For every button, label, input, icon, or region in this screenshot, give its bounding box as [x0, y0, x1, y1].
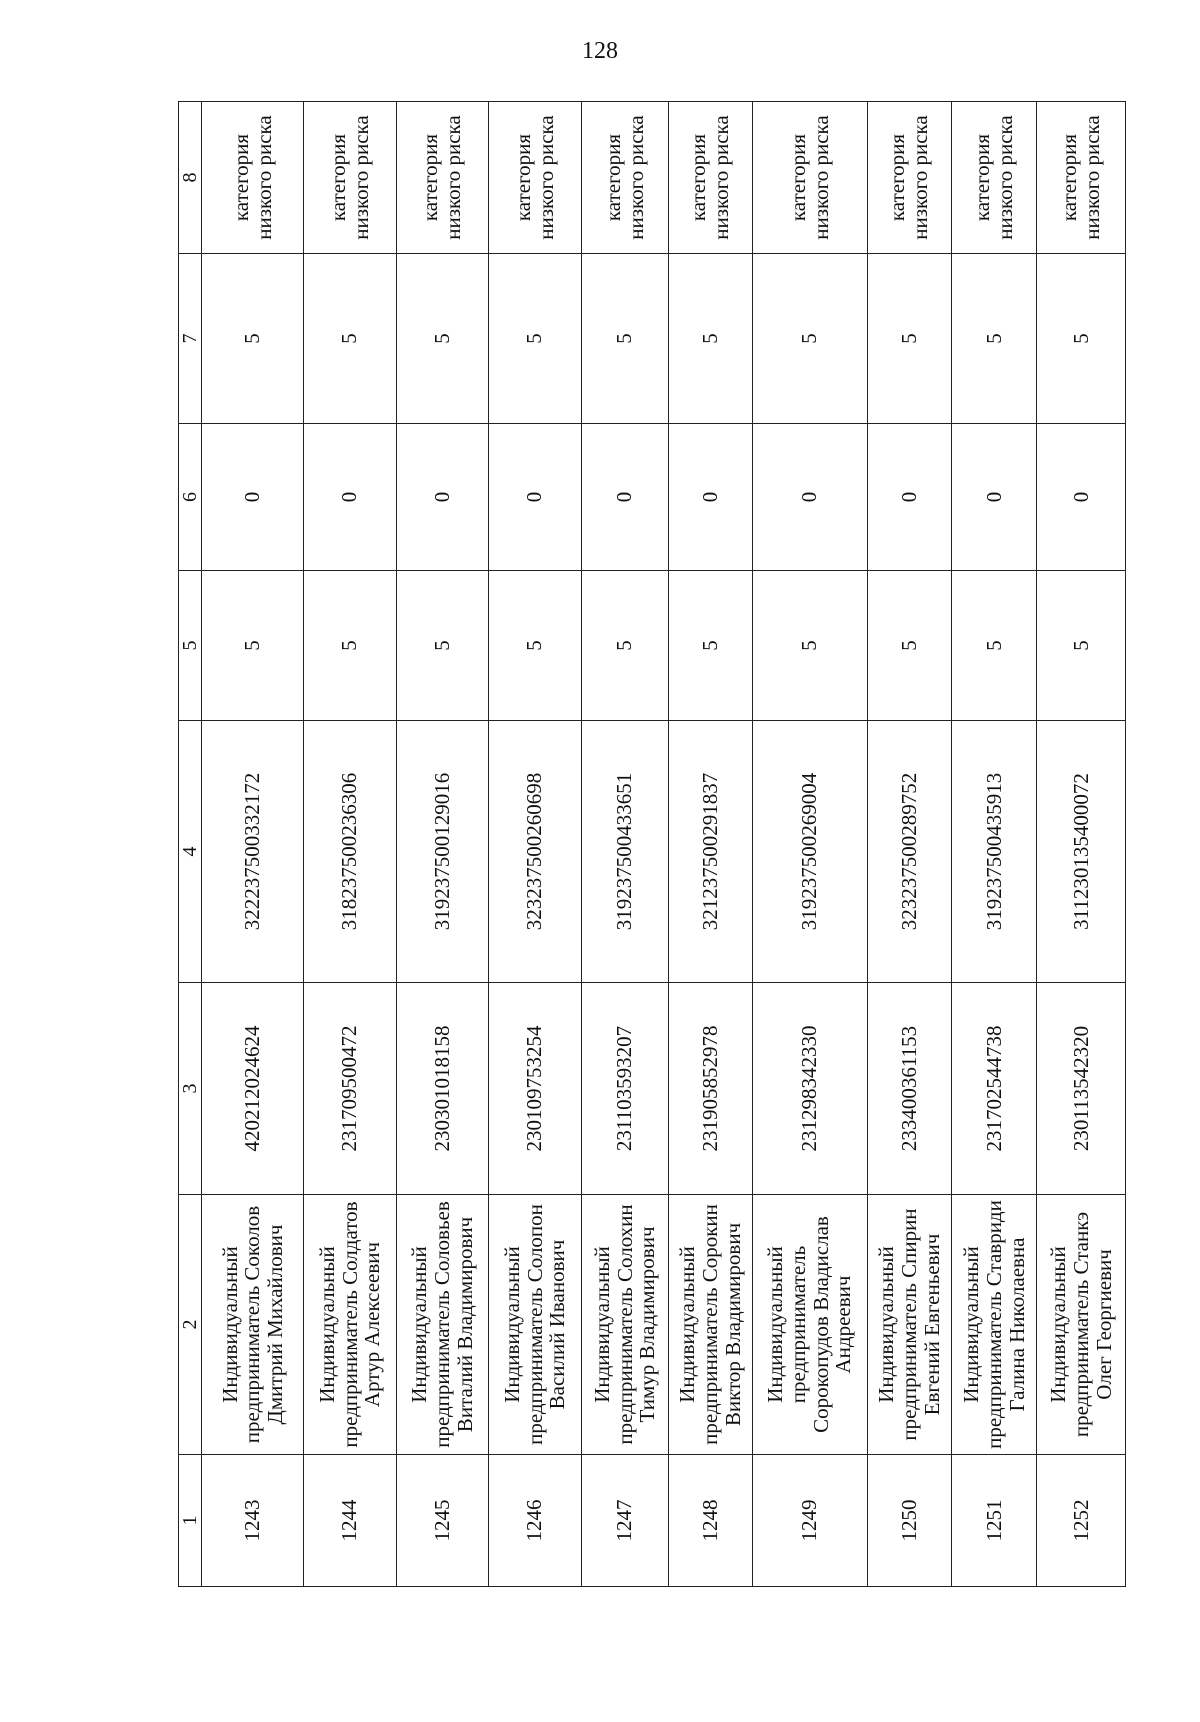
- table-body: [179, 102, 1126, 1587]
- column-7-cell: 5: [952, 254, 1037, 424]
- page-number: 128: [582, 38, 618, 64]
- column-7-cell: 5: [202, 254, 304, 424]
- registry-table: [178, 101, 1126, 1587]
- header-cell: 5: [179, 571, 202, 721]
- column-7-cell: 5: [489, 254, 582, 424]
- ogrnip-cell: 319237500129016: [396, 721, 489, 983]
- entrepreneur-name: Индивидуальный предприниматель Солдатов Артур Алексеевич: [304, 1195, 397, 1455]
- table-row: [1037, 102, 1126, 1587]
- risk-category-cell: категория низкого риска: [304, 102, 397, 254]
- row-number: 1248: [669, 1455, 752, 1587]
- entrepreneur-name: Индивидуальный предприниматель Соловьев Виталий Владимирович: [396, 1195, 489, 1455]
- entrepreneur-name: Индивидуальный предприниматель Солопон Василий Иванович: [489, 1195, 582, 1455]
- column-5-cell: 5: [396, 571, 489, 721]
- column-7-cell: 5: [867, 254, 951, 424]
- table-row: [752, 102, 867, 1587]
- inn-cell: 231298342330: [752, 983, 867, 1195]
- row-number: 1244: [304, 1455, 397, 1587]
- ogrnip-cell: 319237500433651: [581, 721, 668, 983]
- column-7-cell: 5: [669, 254, 752, 424]
- header-cell: 8: [179, 102, 202, 254]
- column-6-cell: 0: [752, 424, 867, 571]
- column-5-cell: 5: [304, 571, 397, 721]
- row-number: 1249: [752, 1455, 867, 1587]
- row-number: 1250: [867, 1455, 951, 1587]
- risk-category-cell: категория низкого риска: [202, 102, 304, 254]
- table-row: [581, 102, 668, 1587]
- column-6-cell: 0: [202, 424, 304, 571]
- header-row: [179, 102, 202, 1587]
- risk-category-cell: категория низкого риска: [396, 102, 489, 254]
- entrepreneur-name: Индивидуальный предприниматель Солохин Тимур Владимирович: [581, 1195, 668, 1455]
- column-5-cell: 5: [202, 571, 304, 721]
- entrepreneur-name: Индивидуальный предприниматель Станкэ Олег Георгиевич: [1037, 1195, 1126, 1455]
- ogrnip-cell: 321237500291837: [669, 721, 752, 983]
- column-6-cell: 0: [952, 424, 1037, 571]
- inn-cell: 231709500472: [304, 983, 397, 1195]
- inn-cell: 231905852978: [669, 983, 752, 1195]
- column-7-cell: 5: [304, 254, 397, 424]
- row-number: 1247: [581, 1455, 668, 1587]
- column-6-cell: 0: [669, 424, 752, 571]
- column-7-cell: 5: [396, 254, 489, 424]
- inn-cell: 231103593207: [581, 983, 668, 1195]
- header-cell: 3: [179, 983, 202, 1195]
- row-number: 1245: [396, 1455, 489, 1587]
- row-number: 1251: [952, 1455, 1037, 1587]
- table-row: [952, 102, 1037, 1587]
- entrepreneur-name: Индивидуальный предприниматель Сорокопудов Владислав Андреевич: [752, 1195, 867, 1455]
- entrepreneur-name: Индивидуальный предприниматель Соколов Дмитрий Михайлович: [202, 1195, 304, 1455]
- ogrnip-cell: 323237500260698: [489, 721, 582, 983]
- ogrnip-cell: 319237500435913: [952, 721, 1037, 983]
- risk-category-cell: категория низкого риска: [489, 102, 582, 254]
- table-row: [489, 102, 582, 1587]
- column-5-cell: 5: [1037, 571, 1126, 721]
- column-6-cell: 0: [1037, 424, 1126, 571]
- column-5-cell: 5: [581, 571, 668, 721]
- header-cell: 6: [179, 424, 202, 571]
- inn-cell: 230109753254: [489, 983, 582, 1195]
- table-row: [867, 102, 951, 1587]
- column-5-cell: 5: [489, 571, 582, 721]
- entrepreneur-name: Индивидуальный предприниматель Сорокин Виктор Владимирович: [669, 1195, 752, 1455]
- column-5-cell: 5: [952, 571, 1037, 721]
- inn-cell: 420212024624: [202, 983, 304, 1195]
- column-5-cell: 5: [669, 571, 752, 721]
- header-cell: 7: [179, 254, 202, 424]
- inn-cell: 233400361153: [867, 983, 951, 1195]
- risk-category-cell: категория низкого риска: [669, 102, 752, 254]
- ogrnip-cell: 319237500269004: [752, 721, 867, 983]
- table-row: [202, 102, 304, 1587]
- ogrnip-cell: 311230135400072: [1037, 721, 1126, 983]
- risk-category-cell: категория низкого риска: [581, 102, 668, 254]
- column-5-cell: 5: [867, 571, 951, 721]
- ogrnip-cell: 323237500289752: [867, 721, 951, 983]
- inn-cell: 230113542320: [1037, 983, 1126, 1195]
- column-6-cell: 0: [581, 424, 668, 571]
- column-6-cell: 0: [304, 424, 397, 571]
- risk-category-cell: категория низкого риска: [1037, 102, 1126, 254]
- risk-category-cell: категория низкого риска: [952, 102, 1037, 254]
- inn-cell: 231702544738: [952, 983, 1037, 1195]
- header-cell: 2: [179, 1195, 202, 1455]
- ogrnip-cell: 318237500236306: [304, 721, 397, 983]
- table-row: [669, 102, 752, 1587]
- row-number: 1252: [1037, 1455, 1126, 1587]
- risk-category-cell: категория низкого риска: [752, 102, 867, 254]
- row-number: 1246: [489, 1455, 582, 1587]
- row-number: 1243: [202, 1455, 304, 1587]
- header-cell: 1: [179, 1455, 202, 1587]
- column-5-cell: 5: [752, 571, 867, 721]
- entrepreneur-name: Индивидуальный предприниматель Ставриди Галина Николаевна: [952, 1195, 1037, 1455]
- table-row: [396, 102, 489, 1587]
- ogrnip-cell: 322237500332172: [202, 721, 304, 983]
- table-row: [304, 102, 397, 1587]
- column-7-cell: 5: [752, 254, 867, 424]
- header-cell: 4: [179, 721, 202, 983]
- entrepreneur-name: Индивидуальный предприниматель Спирин Евгений Евгеньевич: [867, 1195, 951, 1455]
- column-6-cell: 0: [489, 424, 582, 571]
- rotated-table-container: [178, 102, 1126, 1587]
- column-6-cell: 0: [396, 424, 489, 571]
- column-7-cell: 5: [1037, 254, 1126, 424]
- column-7-cell: 5: [581, 254, 668, 424]
- risk-category-cell: категория низкого риска: [867, 102, 951, 254]
- column-6-cell: 0: [867, 424, 951, 571]
- inn-cell: 230301018158: [396, 983, 489, 1195]
